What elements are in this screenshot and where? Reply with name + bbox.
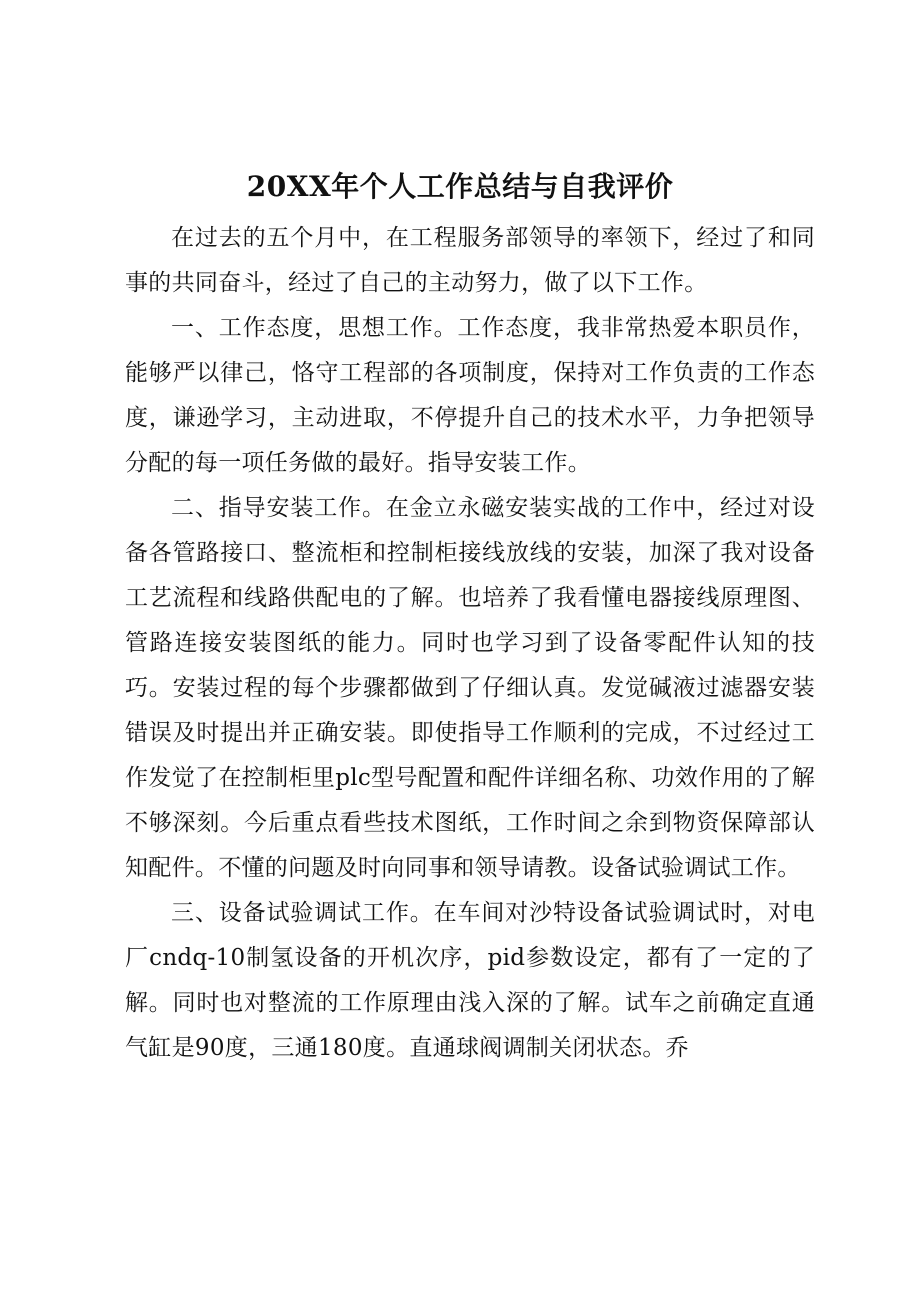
paragraph-work-attitude: 一、工作态度，思想工作。工作态度，我非常热爱本职员作，能够严以律己，恪守工程部的各项制度，保持对工作负责的工作态度，谦逊学习，主动进取，不停提升自己的技术水平，力争把领导分配的每一项任务做的最好。指导安装工作。 [125, 315, 815, 476]
paragraph-intro: 在过去的五个月中，在工程服务部领导的率领下，经过了和同事的共同奋斗，经过了自己的主动努力，做了以下工作。 [125, 225, 815, 296]
paragraph-testing: 三、设备试验调试工作。在车间对沙特设备试验调试时，对电厂cndq-10制氢设备的开机次序，pid参数设定，都有了一定的了解。同时也对整流的工作原理由浅入深的了解。试车之前确定直通气缸是90度，三通180度。直通球阀调制关闭状态。乔 [125, 900, 815, 1061]
paragraph-installation: 二、指导安装工作。在金立永磁安装实战的工作中，经过对设备各管路接口、整流柜和控制柜接线放线的安装，加深了我对设备工艺流程和线路供配电的了解。也培养了我看懂电器接线原理图、管路连接安装图纸的能力。同时也学习到了设备零配件认知的技巧。安装过程的每个步骤都做到了仔细认真。发觉碱液过滤器安装错误及时提出并正确安装。即使指导工作顺利的完成，不过经过工作发觉了在控制柜里plc型号配置和配件详细名称、功效作用的了解不够深刻。今后重点看些技术图纸，工作时间之余到物资保障部认知配件。不懂的问题及时向同事和领导请教。设备试验调试工作。 [125, 495, 815, 881]
document-title: 20XX年个人工作总结与自我评价 [246, 170, 674, 203]
document-body [125, 216, 815, 1071]
